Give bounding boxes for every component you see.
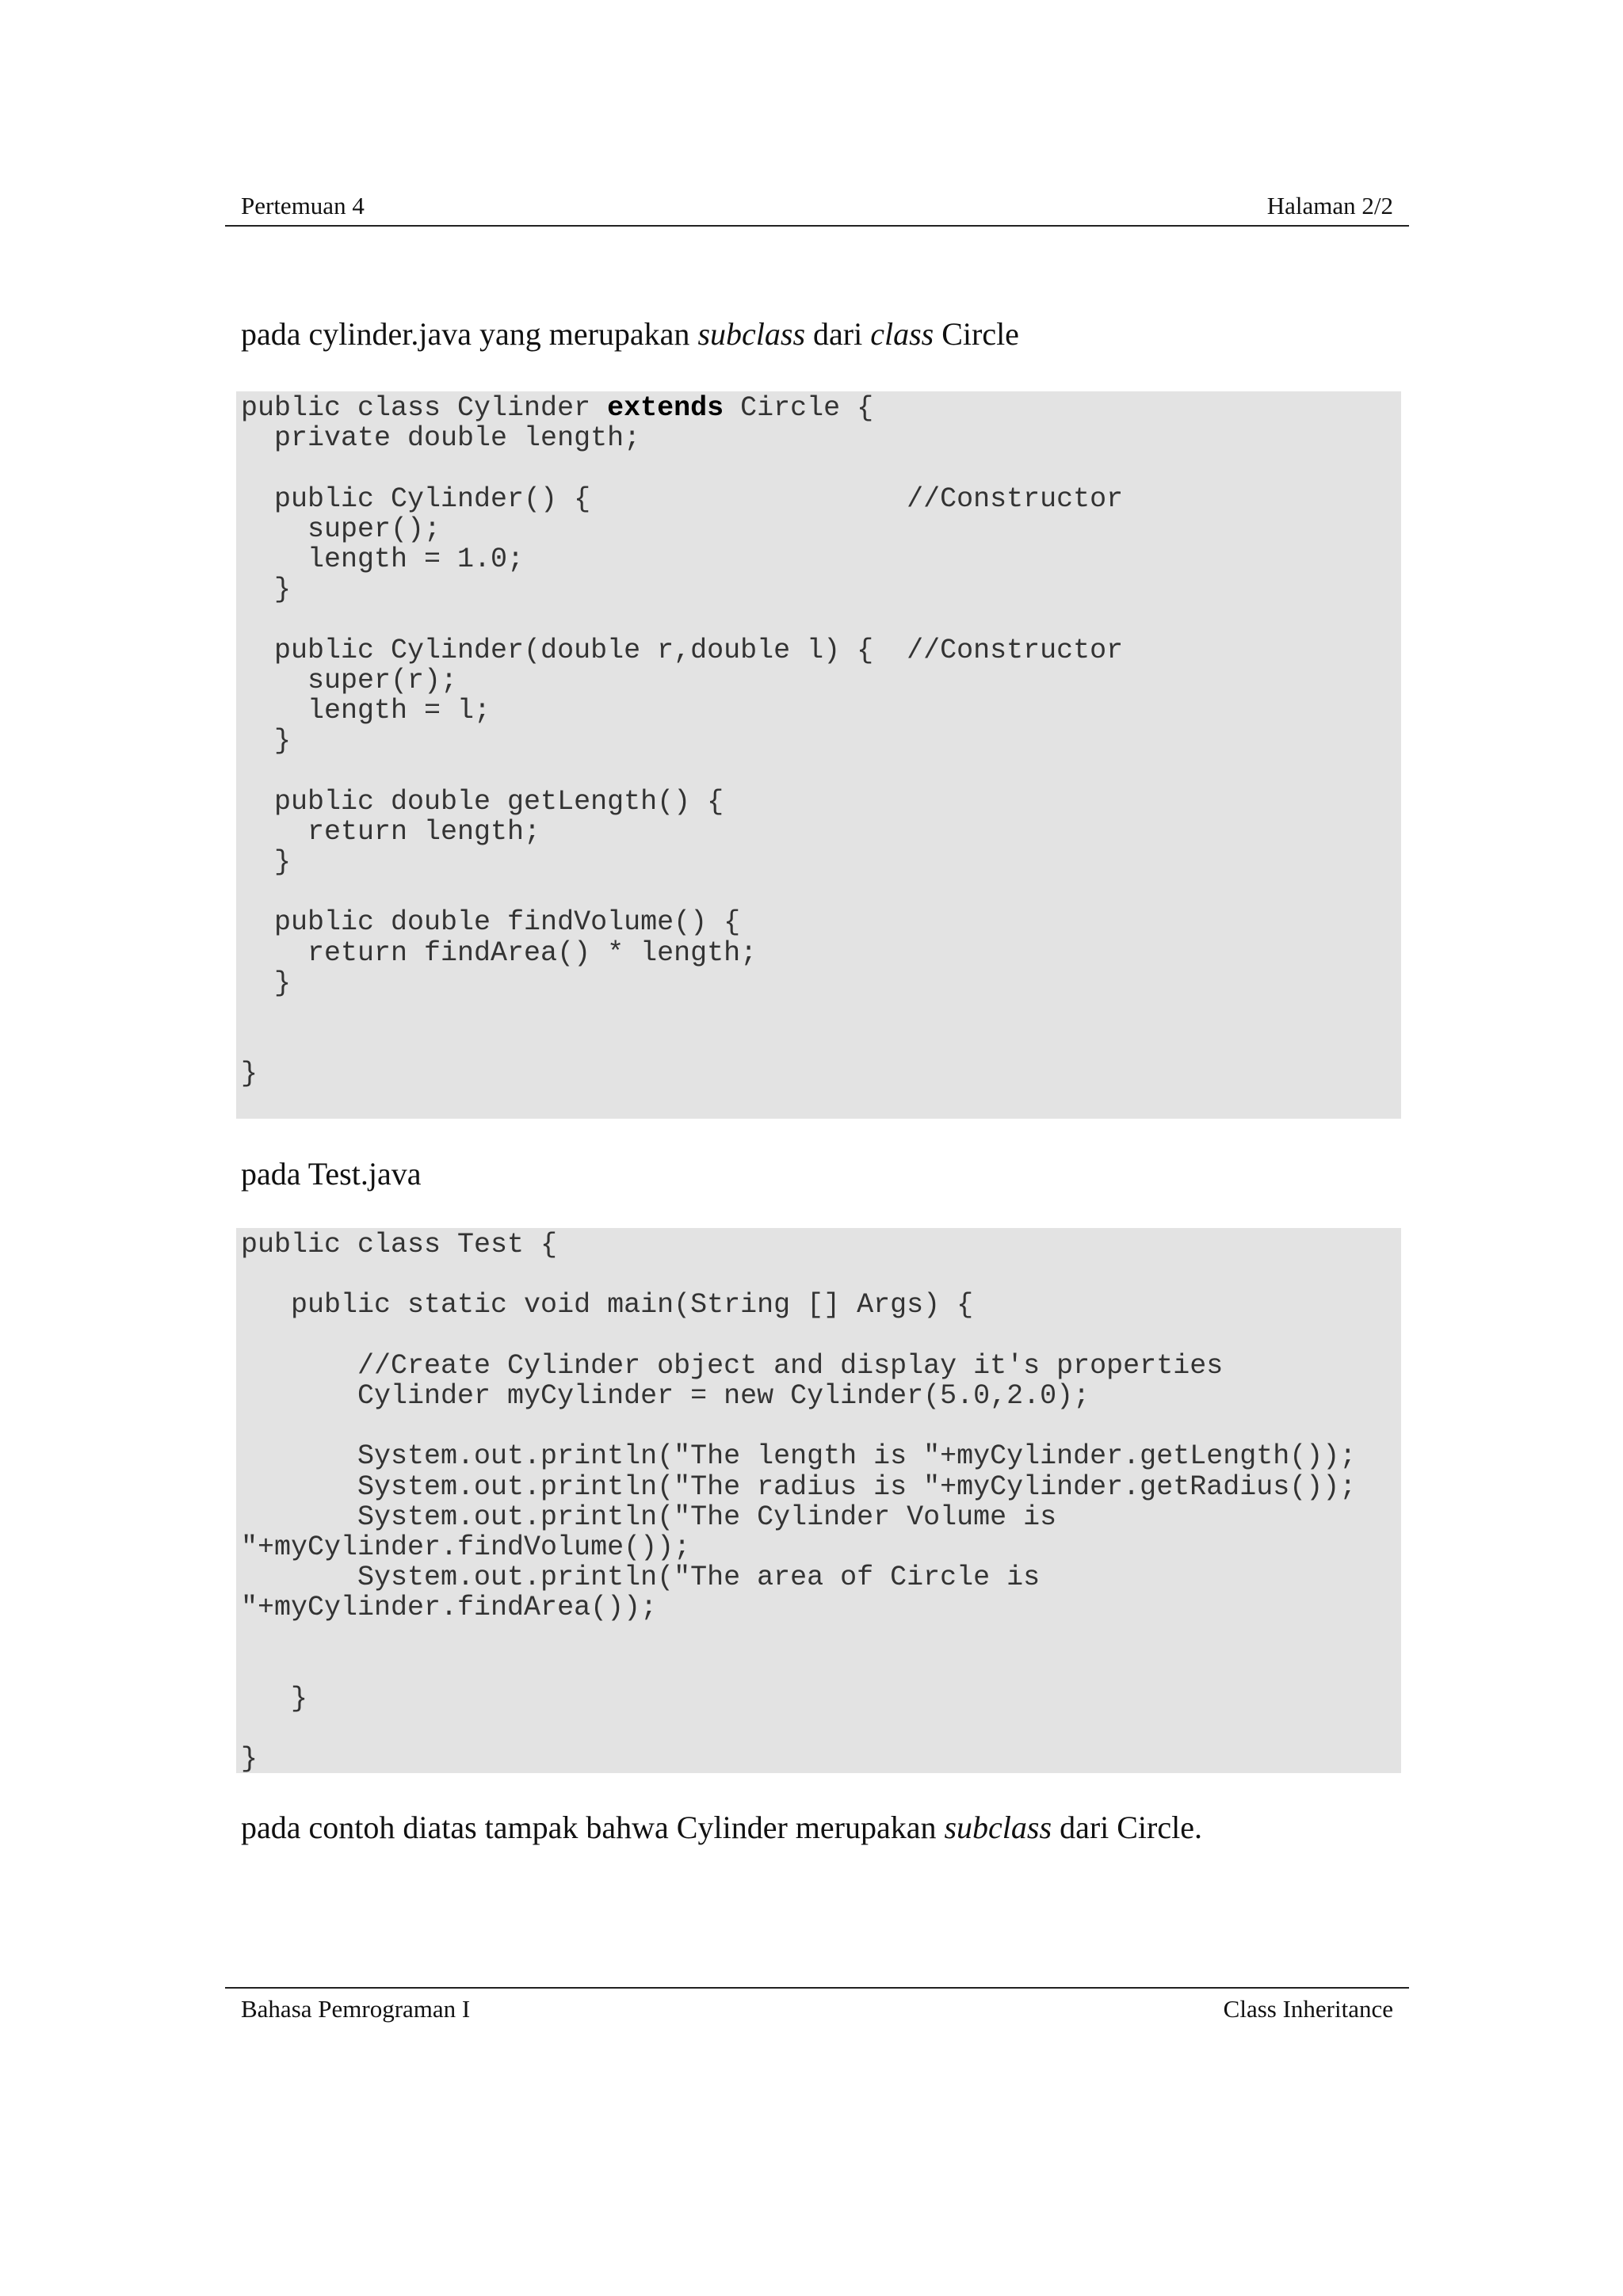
conclusion-prefix: pada contoh diatas tampak bahwa Cylinder merupakan [241,1810,945,1845]
cylinder-code-line1-suffix: Circle { [724,392,874,424]
header-page-number: Halaman 2/2 [1266,192,1393,219]
page-header [225,190,1409,227]
intro-test-paragraph: pada Test.java [241,1156,422,1192]
header-meeting: Pertemuan 4 [241,192,365,219]
test-code-block [236,1228,1401,1773]
conclusion-paragraph [241,1809,1202,1847]
intro-cylinder-mid: dari [805,316,871,352]
intro-cylinder-paragraph [241,315,1019,353]
conclusion-subclass: subclass [944,1810,1052,1845]
footer-topic: Class Inheritance [1223,1995,1393,2023]
conclusion-suffix: dari Circle. [1052,1810,1202,1845]
extends-keyword: extends [607,392,724,424]
intro-cylinder-prefix: pada cylinder.java yang merupakan [241,316,698,352]
intro-cylinder-suffix: Circle [934,316,1019,352]
test-code: public class Test { public static void main(String [] Args) { //Create Cylinder object and display it's properties Cylinder myCylinder = new Cylinder(5.0,2.0); System.out.println("The length is "+myCylinder.getLength()); System.out.println("The radius is "+myCylinder.getRadius()); System.out.println("The Cylinder Volume is "+myCylinder.findVolume()); System.out.println("The area of Circle is "+myCylinder.findArea()); } } [241,1229,1357,1775]
footer-course: Bahasa Pemrograman I [241,1995,471,2023]
intro-cylinder-subclass: subclass [697,316,806,352]
cylinder-code [241,393,1123,1089]
cylinder-code-line1-prefix: public class Cylinder [241,392,608,424]
cylinder-code-block [236,391,1401,1119]
page-footer [225,1987,1409,2028]
intro-cylinder-class: class [870,316,934,352]
cylinder-code-body: private double length; public Cylinder() { //Constructor super(); length = 1.0; } public Cylinder(double r,double l) { //Constructor super(r); length = l; } public double getLength() { return length; } public double findVolume() { return findArea() * length; } } [241,422,1124,1090]
